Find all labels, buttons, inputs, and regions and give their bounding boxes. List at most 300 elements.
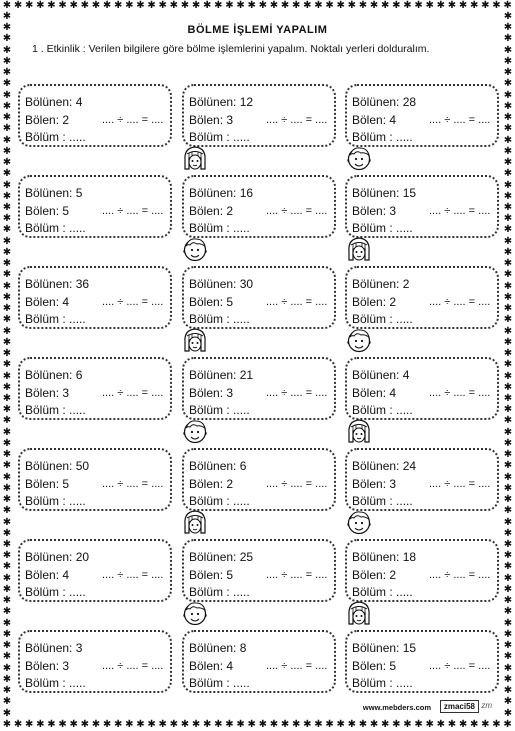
star-ornament-icon: ✱ (114, 719, 123, 730)
star-ornament-icon: ✱ (2, 662, 12, 674)
star-ornament-icon: ✱ (47, 719, 56, 730)
quotient-line (189, 402, 334, 420)
girl-face-icon (345, 235, 373, 263)
star-ornament-icon: ✱ (102, 0, 112, 11)
star-ornament-icon: ✱ (503, 269, 513, 281)
star-ornament-icon: ✱ (2, 471, 12, 483)
star-ornament-icon: ✱ (102, 719, 112, 730)
quotient-label: Bölüm : (189, 676, 230, 690)
star-ornament-icon: ✱ (470, 0, 479, 11)
dividend-label: Bölünen: (25, 277, 73, 291)
star-ornament-icon: ✱ (325, 719, 334, 730)
division-card (182, 630, 336, 693)
star-ornament-icon: ✱ (503, 157, 513, 169)
star-ornament-icon: ✱ (481, 719, 490, 730)
star-ornament-icon: ✱ (2, 595, 12, 607)
star-ornament-icon: ✱ (492, 0, 501, 11)
author-tag: zmaci58 (440, 700, 479, 713)
star-ornament-icon: ✱ (236, 719, 245, 730)
star-ornament-icon: ✱ (2, 179, 12, 191)
quotient-label: Bölüm : (189, 403, 230, 417)
dividend-label: Bölünen: (189, 277, 237, 291)
divisor-value: 4 (62, 294, 70, 309)
quotient-line (352, 311, 497, 329)
division-formula-blank[interactable]: .... ÷ .... = .... (266, 568, 328, 581)
division-card (345, 539, 499, 602)
division-card (182, 175, 336, 238)
quotient-blank[interactable]: ..... (233, 221, 250, 235)
star-ornament-icon: ✱ (503, 44, 513, 56)
division-formula-blank[interactable]: .... ÷ .... = .... (102, 659, 164, 672)
star-ornament-icon: ✱ (503, 303, 513, 315)
star-ornament-icon: ✱ (180, 0, 190, 11)
star-ornament-icon: ✱ (2, 235, 12, 247)
divisor-value: 4 (226, 658, 234, 673)
divisor-value: 2 (62, 112, 70, 127)
star-ornament-icon: ✱ (503, 662, 513, 674)
division-card (18, 357, 172, 420)
division-card (18, 84, 172, 147)
divisor-label: Bölen: (25, 294, 60, 309)
star-ornament-icon: ✱ (503, 348, 513, 360)
dividend-line (352, 458, 497, 476)
page-title: BÖLME İŞLEMİ YAPALIM (187, 24, 328, 36)
star-ornament-icon: ✱ (214, 719, 223, 730)
star-ornament-icon: ✱ (503, 22, 513, 34)
quotient-blank[interactable]: ..... (69, 585, 86, 599)
quotient-line (189, 584, 334, 602)
star-ornament-icon: ✱ (369, 719, 379, 730)
quotient-blank[interactable]: ..... (396, 312, 413, 326)
star-ornament-icon: ✱ (503, 392, 513, 404)
star-ornament-icon: ✱ (158, 0, 167, 11)
quotient-label: Bölüm : (25, 221, 66, 235)
star-ornament-icon: ✱ (503, 325, 513, 337)
star-ornament-icon: ✱ (169, 719, 179, 730)
star-ornament-icon: ✱ (414, 0, 423, 11)
star-ornament-icon: ✱ (58, 719, 67, 730)
star-ornament-icon: ✱ (2, 719, 12, 730)
girl-face-icon (181, 326, 209, 354)
division-card (345, 175, 499, 238)
star-ornament-icon: ✱ (503, 640, 513, 652)
star-ornament-icon: ✱ (381, 0, 390, 11)
star-ornament-icon: ✱ (2, 415, 12, 427)
star-ornament-icon: ✱ (2, 33, 12, 45)
star-ornament-icon: ✱ (2, 258, 12, 270)
star-ornament-icon: ✱ (436, 0, 446, 11)
star-ornament-icon: ✱ (503, 224, 513, 236)
quotient-label: Bölüm : (352, 221, 393, 235)
division-formula-blank[interactable]: .... ÷ .... = .... (429, 113, 491, 126)
star-ornament-icon: ✱ (2, 617, 12, 629)
star-ornament-icon: ✱ (503, 527, 513, 539)
division-formula-blank[interactable]: .... ÷ .... = .... (102, 386, 164, 399)
divisor-label: Bölen: (352, 567, 387, 582)
star-ornament-icon: ✱ (47, 0, 56, 11)
star-ornament-icon: ✱ (2, 651, 12, 663)
star-ornament-icon: ✱ (436, 719, 446, 730)
star-ornament-icon: ✱ (91, 0, 101, 11)
division-formula-blank[interactable]: .... ÷ .... = .... (266, 659, 328, 672)
star-ornament-icon: ✱ (180, 719, 190, 730)
quotient-blank[interactable]: ..... (69, 403, 86, 417)
division-formula-blank[interactable]: .... ÷ .... = .... (266, 477, 328, 490)
division-formula-blank[interactable]: .... ÷ .... = .... (429, 386, 491, 399)
division-formula-blank[interactable]: .... ÷ .... = .... (102, 204, 164, 217)
star-ornament-icon: ✱ (414, 719, 423, 730)
dividend-value: 4 (75, 95, 83, 109)
girl-face-icon (181, 144, 209, 172)
star-ornament-icon: ✱ (503, 583, 513, 595)
star-ornament-icon: ✱ (503, 494, 513, 506)
quotient-label: Bölüm : (352, 585, 393, 599)
divisor-value: 5 (226, 294, 234, 309)
quotient-blank[interactable]: ..... (233, 312, 250, 326)
quotient-blank[interactable]: ..... (233, 585, 250, 599)
quotient-label: Bölüm : (352, 676, 393, 690)
quotient-line (25, 129, 170, 147)
star-ornament-icon: ✱ (2, 280, 12, 292)
dividend-label: Bölünen: (25, 459, 73, 473)
star-ornament-icon: ✱ (503, 280, 513, 292)
quotient-label: Bölüm : (352, 494, 393, 508)
quotient-blank[interactable]: ..... (69, 494, 86, 508)
star-ornament-icon: ✱ (358, 0, 368, 11)
star-ornament-icon: ✱ (2, 201, 12, 213)
quotient-blank[interactable]: ..... (69, 130, 86, 144)
star-ornament-icon: ✱ (2, 482, 12, 494)
dividend-label: Bölünen: (189, 368, 237, 382)
divisor-label: Bölen: (25, 476, 60, 491)
dividend-label: Bölünen: (189, 459, 237, 473)
decorative-border-left (2, 12, 12, 719)
dividend-value: 6 (239, 459, 247, 473)
star-ornament-icon: ✱ (503, 651, 513, 663)
star-ornament-icon: ✱ (503, 404, 513, 416)
star-ornament-icon: ✱ (503, 572, 513, 584)
division-formula-blank[interactable]: .... ÷ .... = .... (266, 295, 328, 308)
dividend-value: 21 (239, 368, 254, 382)
star-ornament-icon: ✱ (13, 719, 23, 730)
division-formula-blank[interactable]: .... ÷ .... = .... (102, 568, 164, 581)
decorative-border-bottom (0, 720, 515, 730)
quotient-blank[interactable]: ..... (233, 403, 250, 417)
divisor-value: 2 (389, 567, 397, 582)
quotient-blank[interactable]: ..... (396, 221, 413, 235)
star-ornament-icon: ✱ (2, 707, 12, 719)
quotient-line (352, 675, 497, 693)
star-ornament-icon: ✱ (392, 719, 401, 730)
divisor-label: Bölen: (189, 294, 224, 309)
division-card (182, 266, 336, 329)
star-ornament-icon: ✱ (503, 617, 513, 629)
star-ornament-icon: ✱ (136, 719, 145, 730)
star-ornament-icon: ✱ (203, 0, 212, 11)
star-ornament-icon: ✱ (2, 583, 12, 595)
quotient-label: Bölüm : (25, 494, 66, 508)
star-ornament-icon: ✱ (125, 0, 134, 11)
star-ornament-icon: ✱ (503, 67, 513, 79)
dividend-line (189, 185, 334, 203)
star-ornament-icon: ✱ (2, 359, 12, 371)
star-ornament-icon: ✱ (358, 719, 368, 730)
division-formula-blank[interactable]: .... ÷ .... = .... (102, 477, 164, 490)
divisor-value: 2 (226, 476, 234, 491)
quotient-line (25, 402, 170, 420)
star-ornament-icon: ✱ (80, 0, 90, 11)
star-ornament-icon: ✱ (325, 0, 334, 11)
dividend-value: 15 (402, 641, 417, 655)
star-ornament-icon: ✱ (25, 719, 34, 730)
quotient-line (352, 402, 497, 420)
divisor-line (189, 294, 334, 312)
star-ornament-icon: ✱ (2, 190, 12, 202)
site-url: www.mebders.com (362, 703, 431, 712)
division-card (345, 448, 499, 511)
divisor-line (352, 658, 497, 676)
divisor-value: 4 (62, 567, 70, 582)
dividend-value: 36 (75, 277, 90, 291)
star-ornament-icon: ✱ (36, 719, 45, 730)
star-ornament-icon: ✱ (503, 336, 513, 348)
dividend-value: 15 (402, 186, 417, 200)
divisor-label: Bölen: (25, 385, 60, 400)
dividend-line (189, 549, 334, 567)
quotient-blank[interactable]: ..... (233, 130, 250, 144)
star-ornament-icon: ✱ (503, 595, 513, 607)
star-ornament-icon: ✱ (303, 0, 312, 11)
dividend-line (189, 640, 334, 658)
star-ornament-icon: ✱ (503, 606, 513, 618)
star-ornament-icon: ✱ (2, 685, 12, 697)
division-card (18, 266, 172, 329)
division-formula-blank[interactable]: .... ÷ .... = .... (429, 477, 491, 490)
quotient-blank[interactable]: ..... (69, 676, 86, 690)
girl-face-icon (345, 599, 373, 627)
star-ornament-icon: ✱ (503, 505, 513, 517)
boy-face-icon (181, 417, 209, 445)
star-ornament-icon: ✱ (425, 0, 434, 11)
quotient-line (352, 129, 497, 147)
division-card (182, 448, 336, 511)
quotient-blank[interactable]: ..... (396, 130, 413, 144)
division-card (18, 175, 172, 238)
star-ornament-icon: ✱ (503, 55, 513, 67)
divisor-value: 5 (389, 658, 397, 673)
star-ornament-icon: ✱ (314, 0, 323, 11)
divisor-value: 3 (226, 385, 234, 400)
star-ornament-icon: ✱ (2, 22, 12, 34)
star-ornament-icon: ✱ (503, 550, 513, 562)
dividend-value: 18 (402, 550, 417, 564)
star-ornament-icon: ✱ (69, 0, 78, 11)
star-ornament-icon: ✱ (191, 0, 201, 11)
star-ornament-icon: ✱ (2, 89, 12, 101)
dividend-label: Bölünen: (189, 186, 237, 200)
dividend-value: 28 (402, 95, 417, 109)
page-footer (0, 700, 515, 716)
star-ornament-icon: ✱ (470, 719, 479, 730)
star-ornament-icon: ✱ (503, 246, 513, 258)
star-ornament-icon: ✱ (2, 134, 12, 146)
star-ornament-icon: ✱ (247, 0, 256, 11)
star-ornament-icon: ✱ (458, 0, 468, 11)
division-card (182, 84, 336, 147)
quotient-label: Bölüm : (189, 221, 230, 235)
star-ornament-icon: ✱ (2, 628, 12, 640)
star-ornament-icon: ✱ (347, 0, 357, 11)
boy-face-icon (345, 508, 373, 536)
division-card (182, 539, 336, 602)
star-ornament-icon: ✱ (36, 0, 45, 11)
star-ornament-icon: ✱ (381, 719, 390, 730)
star-ornament-icon: ✱ (2, 572, 12, 584)
quotient-blank[interactable]: ..... (396, 585, 413, 599)
star-ornament-icon: ✱ (2, 213, 12, 225)
star-ornament-icon: ✱ (503, 370, 513, 382)
star-ornament-icon: ✱ (2, 437, 12, 449)
dividend-value: 50 (75, 459, 90, 473)
dividend-line (189, 458, 334, 476)
star-ornament-icon: ✱ (503, 471, 513, 483)
quotient-blank[interactable]: ..... (233, 494, 250, 508)
star-ornament-icon: ✱ (447, 719, 457, 730)
dividend-value: 3 (75, 641, 83, 655)
star-ornament-icon: ✱ (69, 719, 78, 730)
dividend-line (352, 94, 497, 112)
star-ornament-icon: ✱ (458, 719, 468, 730)
star-ornament-icon: ✱ (2, 325, 12, 337)
quotient-blank[interactable]: ..... (69, 312, 86, 326)
divisor-value: 5 (62, 476, 70, 491)
star-ornament-icon: ✱ (2, 112, 12, 124)
divisor-label: Bölen: (189, 112, 224, 127)
star-ornament-icon: ✱ (2, 449, 12, 461)
star-ornament-icon: ✱ (503, 516, 513, 528)
division-formula-blank[interactable]: .... ÷ .... = .... (266, 204, 328, 217)
dividend-line (189, 276, 334, 294)
divisor-label: Bölen: (189, 658, 224, 673)
quotient-line (25, 493, 170, 511)
star-ornament-icon: ✱ (2, 303, 12, 315)
star-ornament-icon: ✱ (269, 719, 279, 730)
quotient-blank[interactable]: ..... (233, 676, 250, 690)
star-ornament-icon: ✱ (403, 0, 412, 11)
star-ornament-icon: ✱ (503, 628, 513, 640)
star-ornament-icon: ✱ (147, 719, 156, 730)
star-ornament-icon: ✱ (347, 719, 357, 730)
star-ornament-icon: ✱ (503, 314, 513, 326)
quotient-label: Bölüm : (189, 312, 230, 326)
star-ornament-icon: ✱ (269, 0, 279, 11)
star-ornament-icon: ✱ (503, 707, 513, 719)
dividend-line (352, 276, 497, 294)
star-ornament-icon: ✱ (503, 0, 512, 11)
divisor-line (189, 112, 334, 130)
dividend-line (25, 94, 170, 112)
dividend-line (189, 367, 334, 385)
quotient-blank[interactable]: ..... (69, 221, 86, 235)
divisor-label: Bölen: (25, 112, 60, 127)
star-ornament-icon: ✱ (2, 123, 12, 135)
divisor-value: 3 (62, 385, 70, 400)
dividend-label: Bölünen: (25, 186, 73, 200)
star-ornament-icon: ✱ (258, 0, 268, 11)
quotient-blank[interactable]: ..... (396, 403, 413, 417)
star-ornament-icon: ✱ (280, 0, 290, 11)
division-formula-blank[interactable]: .... ÷ .... = .... (266, 386, 328, 399)
star-ornament-icon: ✱ (2, 404, 12, 416)
quotient-label: Bölüm : (25, 130, 66, 144)
star-ornament-icon: ✱ (314, 719, 323, 730)
divisor-line (189, 567, 334, 585)
dividend-label: Bölünen: (352, 368, 400, 382)
division-card (18, 630, 172, 693)
quotient-blank[interactable]: ..... (396, 494, 413, 508)
star-ornament-icon: ✱ (503, 539, 513, 551)
star-ornament-icon: ✱ (125, 719, 134, 730)
dividend-label: Bölünen: (352, 641, 400, 655)
divisor-line (352, 476, 497, 494)
star-ornament-icon: ✱ (2, 78, 12, 90)
divisor-label: Bölen: (352, 658, 387, 673)
quotient-line (352, 493, 497, 511)
divisor-line (352, 203, 497, 221)
star-ornament-icon: ✱ (503, 460, 513, 472)
division-formula-blank[interactable]: .... ÷ .... = .... (429, 659, 491, 672)
quotient-label: Bölüm : (352, 403, 393, 417)
divisor-label: Bölen: (25, 567, 60, 582)
star-ornament-icon: ✱ (503, 719, 512, 730)
star-ornament-icon: ✱ (369, 0, 379, 11)
divisor-label: Bölen: (25, 203, 60, 218)
division-formula-blank[interactable]: .... ÷ .... = .... (102, 113, 164, 126)
star-ornament-icon: ✱ (2, 505, 12, 517)
dividend-line (352, 549, 497, 567)
dividend-label: Bölünen: (25, 368, 73, 382)
quotient-line (189, 311, 334, 329)
quotient-label: Bölüm : (352, 312, 393, 326)
division-formula-blank[interactable]: .... ÷ .... = .... (429, 568, 491, 581)
dividend-label: Bölünen: (25, 95, 73, 109)
star-ornament-icon: ✱ (2, 291, 12, 303)
divisor-value: 3 (226, 112, 234, 127)
star-ornament-icon: ✱ (58, 0, 67, 11)
star-ornament-icon: ✱ (503, 685, 513, 697)
divisor-line (25, 112, 170, 130)
division-card (345, 84, 499, 147)
division-formula-blank[interactable]: .... ÷ .... = .... (429, 204, 491, 217)
star-ornament-icon: ✱ (25, 0, 34, 11)
division-formula-blank[interactable]: .... ÷ .... = .... (429, 295, 491, 308)
star-ornament-icon: ✱ (292, 719, 301, 730)
divisor-value: 2 (226, 203, 234, 218)
star-ornament-icon: ✱ (503, 437, 513, 449)
star-ornament-icon: ✱ (503, 134, 513, 146)
divisor-label: Bölen: (189, 567, 224, 582)
dividend-label: Bölünen: (25, 550, 73, 564)
decorative-border-top (0, 1, 515, 11)
divisor-value: 3 (389, 476, 397, 491)
quotient-blank[interactable]: ..... (396, 676, 413, 690)
star-ornament-icon: ✱ (2, 314, 12, 326)
quotient-line (25, 675, 170, 693)
dividend-label: Bölünen: (352, 550, 400, 564)
division-formula-blank[interactable]: .... ÷ .... = .... (102, 295, 164, 308)
star-ornament-icon: ✱ (292, 0, 301, 11)
division-formula-blank[interactable]: .... ÷ .... = .... (266, 113, 328, 126)
